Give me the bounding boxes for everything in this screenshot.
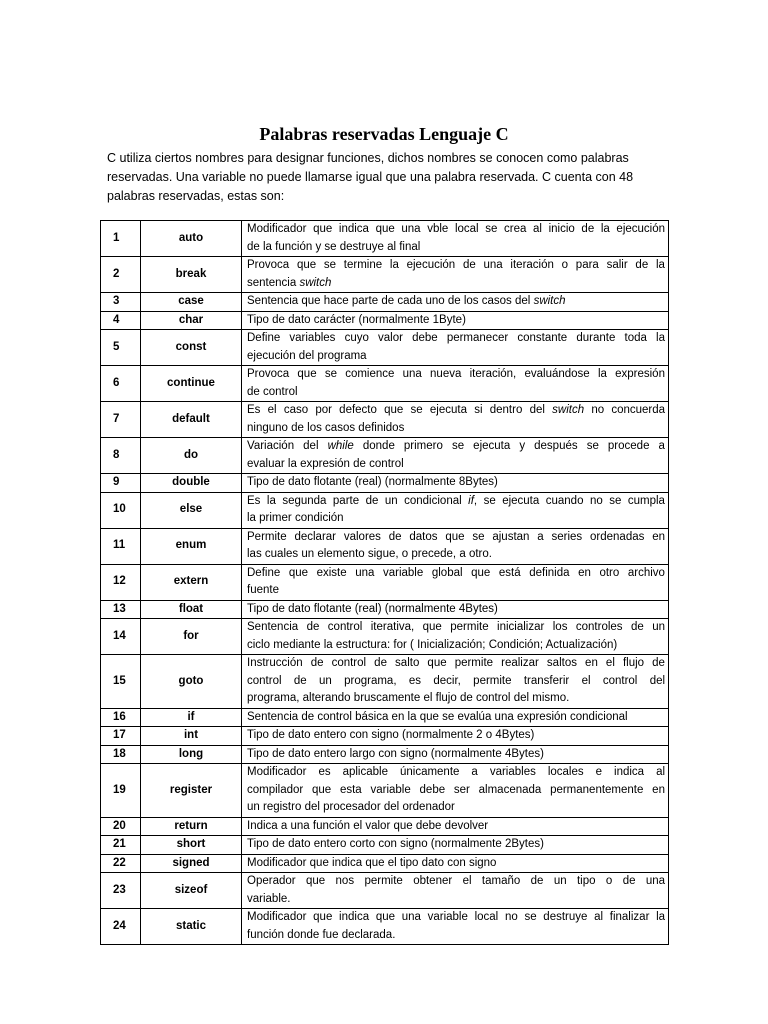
word-description xyxy=(242,600,669,619)
word-description xyxy=(242,817,669,836)
word-description xyxy=(242,909,669,945)
word-description xyxy=(242,474,669,493)
row-number: 12 xyxy=(101,564,141,600)
word-description xyxy=(242,708,669,727)
row-number: 1 xyxy=(101,221,141,257)
row-number: 24 xyxy=(101,909,141,945)
description-line: de la función y se destruye al final xyxy=(247,240,421,253)
description-line: Sentencia de control iterativa, que permite inicializar los controles de un xyxy=(247,621,665,633)
table-row xyxy=(101,708,669,727)
reserved-word: short xyxy=(141,836,242,855)
description-line: Tipo de dato entero con signo (normalmente 2 o 4Bytes) xyxy=(247,729,535,741)
word-description xyxy=(242,366,669,402)
reserved-word: do xyxy=(141,438,242,474)
table-row xyxy=(101,293,669,312)
description-line: compilador que esta variable debe ser almacenada permanentemente en xyxy=(247,783,665,796)
reserved-word: break xyxy=(141,257,242,293)
row-number: 23 xyxy=(101,873,141,909)
description-line: Instrucción de control de salto que permite realizar saltos en el flujo de xyxy=(247,657,665,669)
description-line: Operador que nos permite obtener el tamaño de un tipo o de una xyxy=(247,875,666,887)
reserved-word: register xyxy=(141,764,242,818)
word-description xyxy=(242,528,669,564)
description-line: variable. xyxy=(247,892,291,905)
row-number: 4 xyxy=(101,311,141,330)
word-description xyxy=(242,492,669,528)
row-number: 16 xyxy=(101,708,141,727)
word-description xyxy=(242,745,669,764)
row-number: 15 xyxy=(101,655,141,709)
description-line: ciclo mediante la estructura: for ( Inicialización; Condición; Actualización) xyxy=(247,638,618,651)
row-number: 22 xyxy=(101,854,141,873)
description-line: Sentencia de control básica en la que se evalúa una expresión condicional xyxy=(247,710,628,723)
table-row xyxy=(101,873,669,909)
description-line: Tipo de dato flotante (real) (normalmente 8Bytes) xyxy=(247,476,498,488)
reserved-word: if xyxy=(141,708,242,727)
reserved-word: enum xyxy=(141,528,242,564)
description-line: Indica a una función el valor que debe devolver xyxy=(247,819,489,832)
table-row xyxy=(101,655,669,709)
row-number: 7 xyxy=(101,402,141,438)
description-line: Sentencia que hace parte de cada uno de los casos del switch xyxy=(247,295,566,307)
row-number: 8 xyxy=(101,438,141,474)
description-line: fuente xyxy=(247,584,279,596)
description-line: función donde fue declarada. xyxy=(247,928,396,941)
reserved-word: char xyxy=(141,311,242,330)
description-line: Modificador que indica que el tipo dato con signo xyxy=(247,856,497,869)
reserved-word: double xyxy=(141,474,242,493)
word-description xyxy=(242,564,669,600)
table-row xyxy=(101,330,669,366)
table-row xyxy=(101,438,669,474)
table-row xyxy=(101,764,669,818)
reserved-words-table-body xyxy=(101,221,669,945)
reserved-word: default xyxy=(141,402,242,438)
word-description xyxy=(242,836,669,855)
table-row xyxy=(101,909,669,945)
table-row xyxy=(101,817,669,836)
reserved-word: sizeof xyxy=(141,873,242,909)
row-number: 2 xyxy=(101,257,141,293)
description-line: control de un programa, es decir, permite transferir el control del xyxy=(247,674,666,687)
description-line: evaluar la expresión de control xyxy=(247,457,404,470)
table-row xyxy=(101,402,669,438)
row-number: 9 xyxy=(101,474,141,493)
description-line: Modificador que indica que una vble local se crea al inicio de la ejecución xyxy=(247,223,666,235)
description-line: Define variables cuyo valor debe permanecer constante durante toda la xyxy=(247,332,665,344)
row-number: 14 xyxy=(101,619,141,655)
reserved-word: extern xyxy=(141,564,242,600)
description-line: Tipo de dato entero corto con signo (normalmente 2Bytes) xyxy=(247,838,544,850)
row-number: 18 xyxy=(101,745,141,764)
description-line: Define que existe una variable global que está definida en otro archivo xyxy=(247,566,665,579)
word-description xyxy=(242,854,669,873)
table-row xyxy=(101,745,669,764)
page-title: Palabras reservadas Lenguaje C xyxy=(259,124,509,144)
reserved-word: float xyxy=(141,600,242,619)
intro-line: palabras reservadas, estas son: xyxy=(107,189,285,203)
word-description xyxy=(242,330,669,366)
description-line: Tipo de dato carácter (normalmente 1Byte) xyxy=(247,313,466,326)
table-row xyxy=(101,854,669,873)
description-line: la primer condición xyxy=(247,512,344,524)
reserved-word: continue xyxy=(141,366,242,402)
table-row xyxy=(101,600,669,619)
word-description xyxy=(242,619,669,655)
row-number: 6 xyxy=(101,366,141,402)
description-line: Es la segunda parte de un condicional if, se ejecuta cuando no se cumpla xyxy=(247,494,665,507)
table-row xyxy=(101,311,669,330)
description-line: Modificador que indica que una variable local no se destruye al finalizar la xyxy=(247,911,666,923)
row-number: 3 xyxy=(101,293,141,312)
table-row xyxy=(101,474,669,493)
row-number: 10 xyxy=(101,492,141,528)
word-description xyxy=(242,873,669,909)
word-description xyxy=(242,655,669,709)
word-description xyxy=(242,727,669,746)
reserved-word: return xyxy=(141,817,242,836)
row-number: 17 xyxy=(101,727,141,746)
description-line: de control xyxy=(247,385,298,398)
reserved-word: auto xyxy=(141,221,242,257)
table-row xyxy=(101,727,669,746)
row-number: 11 xyxy=(101,528,141,564)
description-line: programa, alterando bruscamente el flujo de control del mismo. xyxy=(247,692,570,704)
table-row xyxy=(101,528,669,564)
reserved-words-table xyxy=(100,220,669,945)
word-description xyxy=(242,438,669,474)
reserved-word: else xyxy=(141,492,242,528)
table-row xyxy=(101,836,669,855)
table-row xyxy=(101,221,669,257)
row-number: 21 xyxy=(101,836,141,855)
description-line: Variación del while donde primero se ejecuta y después se procede a xyxy=(247,440,665,452)
reserved-word: goto xyxy=(141,655,242,709)
description-line: Tipo de dato flotante (real) (normalmente 4Bytes) xyxy=(247,602,498,615)
reserved-word: case xyxy=(141,293,242,312)
description-line: Provoca que se comience una nueva iteración, evaluándose la expresión xyxy=(247,368,665,380)
description-line: un registro del procesador del ordenador xyxy=(247,801,455,813)
row-number: 19 xyxy=(101,764,141,818)
description-line: Tipo de dato entero largo con signo (normalmente 4Bytes) xyxy=(247,747,544,760)
reserved-word: const xyxy=(141,330,242,366)
description-line: ninguno de los casos definidos xyxy=(247,421,405,434)
word-description xyxy=(242,402,669,438)
word-description xyxy=(242,764,669,818)
table-row xyxy=(101,492,669,528)
word-description xyxy=(242,221,669,257)
intro-paragraph xyxy=(107,149,667,206)
reserved-word: for xyxy=(141,619,242,655)
intro-line: C utiliza ciertos nombres para designar funciones, dichos nombres se conocen como palabras xyxy=(107,151,629,165)
reserved-word: long xyxy=(141,745,242,764)
row-number: 20 xyxy=(101,817,141,836)
table-row xyxy=(101,619,669,655)
word-description xyxy=(242,293,669,312)
reserved-word: signed xyxy=(141,854,242,873)
description-line: Permite declarar valores de datos que se ajustan a series ordenadas en xyxy=(247,530,665,543)
intro-line: reservadas. Una variable no puede llamarse igual que una palabra reservada. C cuenta con 48 xyxy=(107,170,634,184)
row-number: 5 xyxy=(101,330,141,366)
description-line: ejecución del programa xyxy=(247,349,367,362)
description-line: Modificador es aplicable únicamente a variables locales e indica al xyxy=(247,766,666,778)
description-line: las cuales un elemento sigue, o precede, a otro. xyxy=(247,548,492,560)
table-row xyxy=(101,366,669,402)
table-row xyxy=(101,257,669,293)
description-line: sentencia switch xyxy=(247,276,332,289)
description-line: Provoca que se termine la ejecución de una iteración o para salir de la xyxy=(247,259,665,271)
reserved-word: int xyxy=(141,727,242,746)
word-description xyxy=(242,257,669,293)
row-number: 13 xyxy=(101,600,141,619)
word-description xyxy=(242,311,669,330)
reserved-word: static xyxy=(141,909,242,945)
table-row xyxy=(101,564,669,600)
description-line: Es el caso por defecto que se ejecuta si dentro del switch no concuerda xyxy=(247,404,666,416)
